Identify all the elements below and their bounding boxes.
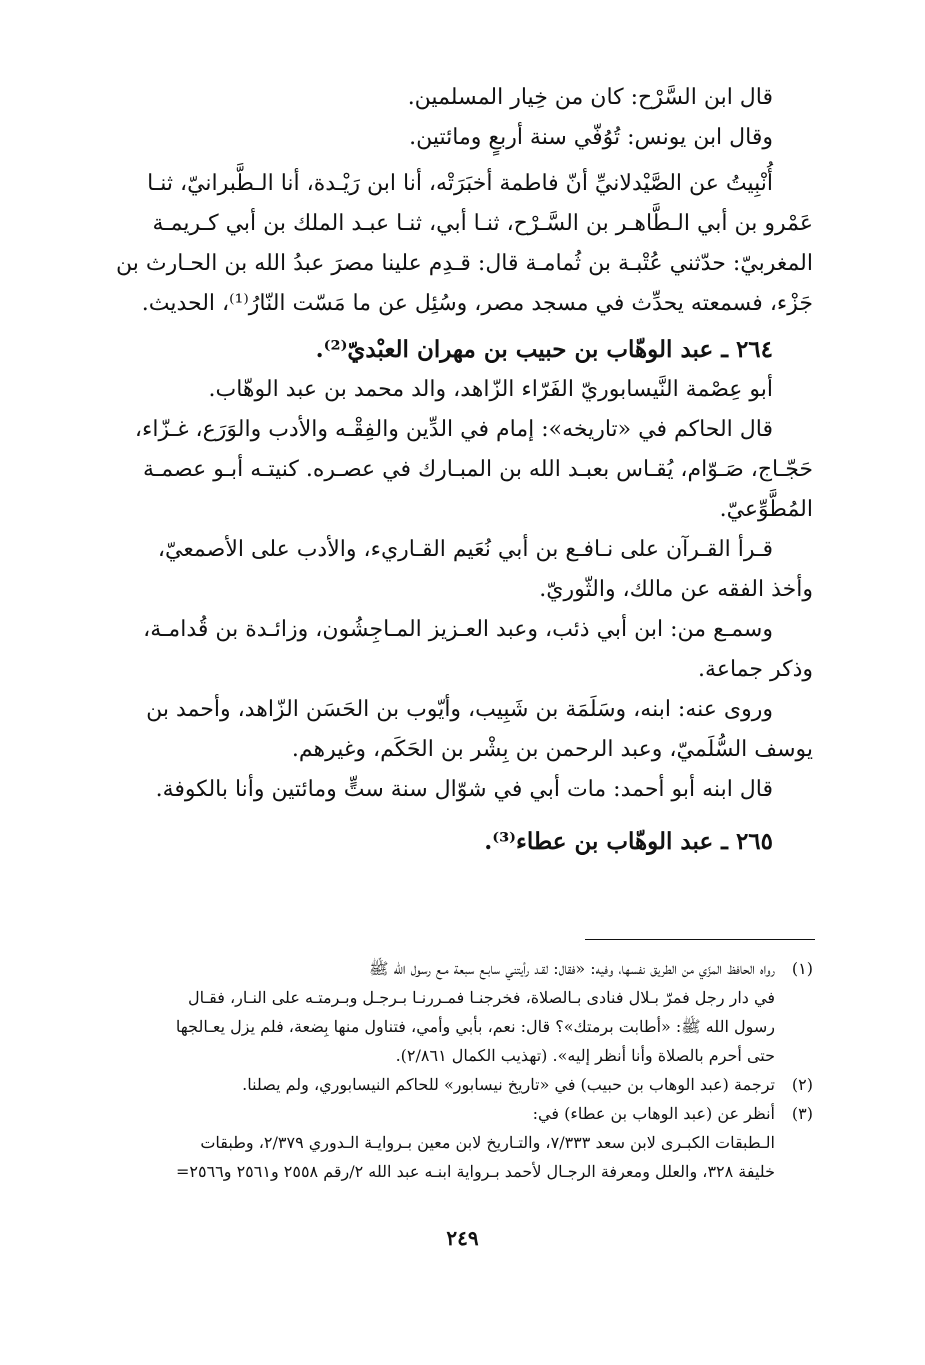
text-line: وذكر جماعة. (698, 657, 813, 682)
footnote-line: ترجمة (عبد الوهاب بن حبيب) في «تاريخ نيسابور» للحاكم النيسابوري، ولم يصلنا. (242, 1075, 775, 1094)
text-line: وقال ابن يونس: تُوُفّي سنة أربعٍ ومائتين. (409, 125, 773, 150)
footnote-line: أنظر عن (عبد الوهاب بن عطاء) في: (532, 1104, 775, 1123)
text-line: وأخذ الفقه عن مالك، والثّوريّ. (539, 577, 813, 602)
text-line: وروى عنه: ابنه، وسَلَمَة بن شَبِيب، وأيّوب بن الحَسَن الزّاهد، وأحمد بن (146, 697, 773, 722)
text-line: أبو عِصْمة النَّيسابوريّ الفَرّاء الزّاهد، والد محمد بن عبد الوهّاب. (208, 377, 773, 402)
footnote-number: (٢) (791, 1075, 813, 1094)
footnote-line: رواه الحافظ المزّي من الطريق نفسها، وفيه: «فقال: لقـد رأيتني سابـع سبعة مـع رسول الله ﷺ (369, 959, 775, 978)
text-line: أُنْبِيتُ عن الصَّيْدلانيِّ أنّ فاطمة أخبَرَتْه، أنا ابن رَيْـدة، أنا الـطَّبرانيّ، ثنـا (147, 171, 773, 196)
text-line: قال ابنه أبو أحمد: مات أبي في شوّال سنة ستٍّ ومائتين وأنا بالكوفة. (155, 777, 773, 802)
footnote-2 (90, 1070, 813, 1099)
footnote-line: خليفة ٣٢٨، والعلل ومعرفة الرجـال لأحمد بـرواية ابنـه عبد الله ٢/رقم ٢٥٥٨ و٢٥٦١ و٢٥٦٦= (175, 1162, 775, 1181)
entry-heading: ٢٦٤ ـ عبد الوهّاب بن حبيب بن مهران العبْديّ⁽²⁾. (315, 336, 773, 363)
footnote-line: رسول الله ﷺ: «أطابت برمتك»؟ قال: نعم، بأبي وأمي، فتناول منها بِضعة، فلم يزل يعـالجها (175, 1017, 775, 1036)
text-line: يوسف السُّلَميّ، وعبد الرحمن بن بِشْر بن الحَكَم، وغيرهم. (291, 737, 813, 762)
footnote-number: (١) (791, 959, 813, 978)
text-line: حَجّـاج، صَـوّام، يُقـاس بعبـد الله بن المبـارك في عصـره. كنيتـه أبـو عصمـة (143, 457, 813, 482)
footnote-line: حتى أحرم بالصلاة وأنا أنظر إليه». (تهذيب الكمال ٢/٨٦١). (395, 1046, 775, 1065)
text-line: قال الحاكم في «تاريخه»: إمام في الدِّين والفِقْـه والأدب والوَرَع، غـزّاء، (134, 417, 773, 442)
text-line: المغربيّ: حدّثني عُتْبـة بن ثُمامـة قال: قـدِم علينا مصرَ عبدُ الله بن الحـارث بن (116, 251, 813, 276)
footnote-line: في دار رجل فمرّ بـلال فنادى بـالصلاة، فخرجنـا فمـررنـا بـرجـل وبـرمتـه على النـار، فقـال (187, 988, 775, 1007)
entry-heading: ٢٦٥ ـ عبد الوهّاب بن عطاء⁽³⁾. (484, 828, 773, 855)
text-line: قال ابن السَّرْح: كان من خِيار المسلمين. (407, 85, 773, 110)
text-line: قـرأ القـرآن على نـافـع بن أبي نُعَيم القـاريء، والأدب على الأصمعيّ، (157, 537, 773, 562)
footnote-1 (90, 954, 813, 1070)
footnote-3 (90, 1099, 813, 1186)
text-line: عَمْرو بن أبي الـطَّاهـر بن السَّـرْح، ثنـا أبي، ثنـا عبـد الملك بن أبي كـريمـة (152, 211, 813, 236)
text-line: جَزْء، فسمعته يحدِّث في مسجد مصر، وسُئِل عن ما مَسّت النّارُ⁽¹⁾، الحديث. (141, 291, 813, 316)
text-line: المُطَّوِّعيّ. (719, 497, 813, 522)
page-number: ٢٤٩ (446, 1226, 479, 1250)
text-line: وسمـع من: ابن أبي ذئب، وعبد العـزيز المـاجِشُون، وزائـدة بن قُدامـة، (143, 617, 773, 642)
footnote-number: (٣) (791, 1104, 813, 1123)
main-text (95, 78, 813, 862)
footnotes (90, 954, 813, 1186)
footnote-line: الـطبقات الكبـرى لابن سعد ٧/٣٣٣، والتـاريخ لابن معين بـروايـة الـدوري ٢/٣٧٩، وطبقات (200, 1133, 775, 1152)
footnote-divider (585, 939, 815, 940)
